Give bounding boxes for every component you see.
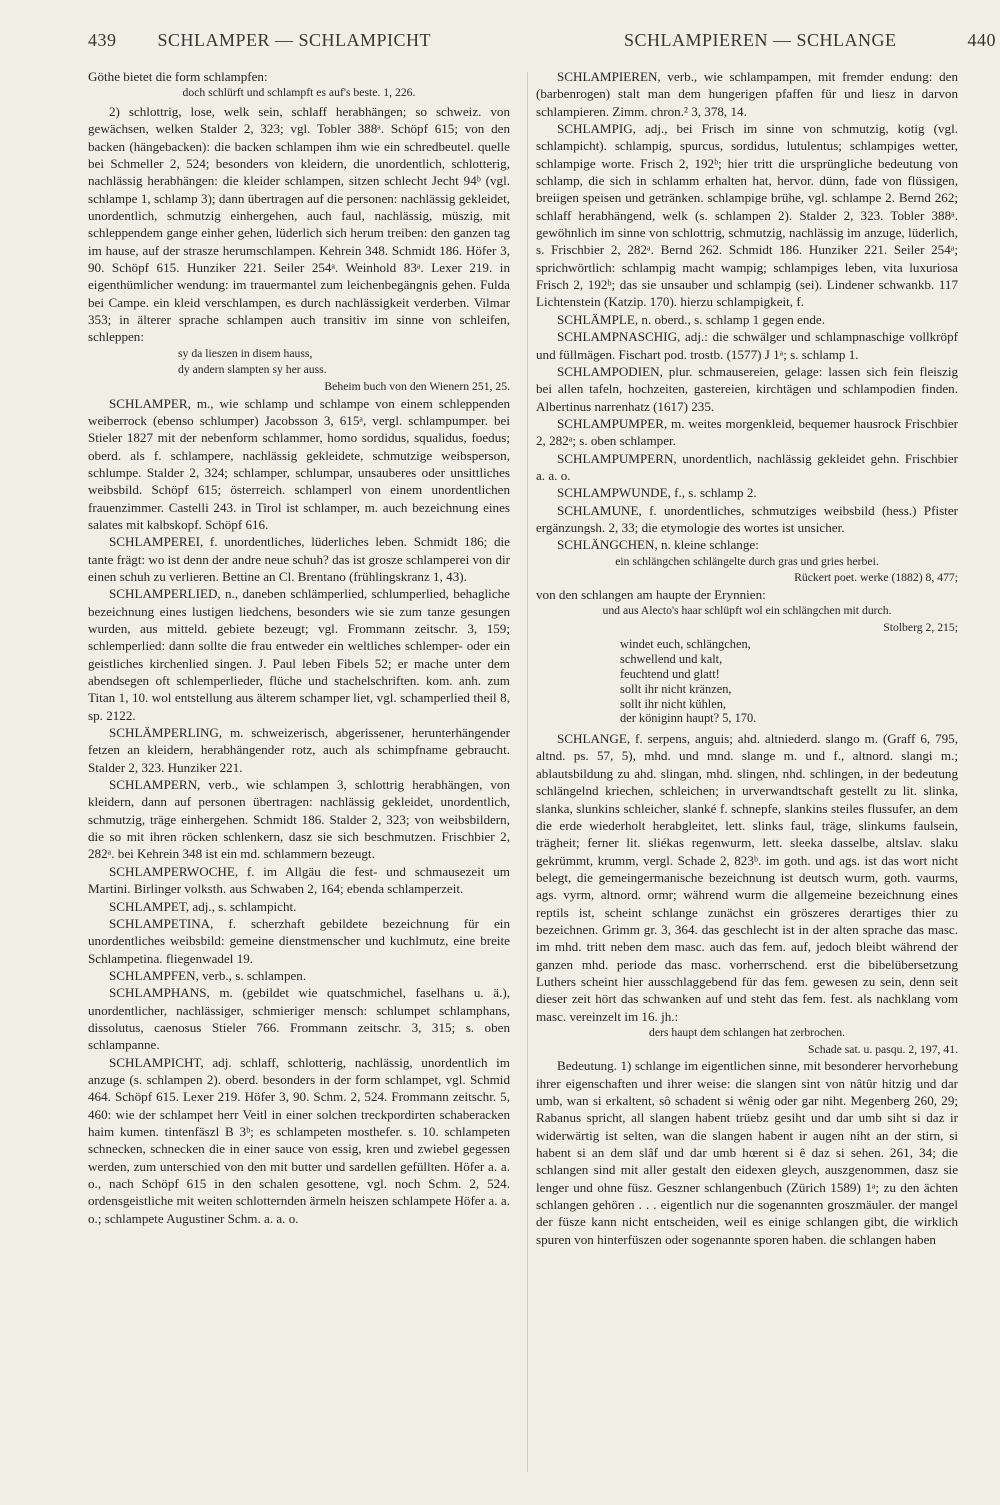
entry-schlaemple: SCHLÄMPLE, n. oberd., s. schlamp 1 gegen ende. [557, 311, 826, 327]
entry-schlampodien: SCHLAMPODIEN, plur. schmausereien, gelage: lassen sich fein fleiszig bei allen tafeln, hochzeiten, gastereien, kirchtägen und schlampodien finden. Albertinus narrenhatz (1617) 235. [536, 363, 958, 414]
entry-schlampfen: SCHLAMPFEN, verb., s. schlampen. [109, 967, 307, 983]
entry-schlampumpern: SCHLAMPUMPERN, unordentlich, nachlässig gekleidet gehn. Frischbier a. a. o. [536, 450, 958, 483]
entry-schlamperwoche: SCHLAMPERWOCHE, f. im Allgäu die fest- und schmausezeit um Martini. Birlinger volksth. aus Schwaben 2, 164; ebenda schlamperzeit. [88, 863, 510, 897]
entry-schlampig: SCHLAMPIG, adj., bei Frisch im sinne von schmutzig, kotig (vgl. schlampicht). schlampig, spurcus, sordidus, lutulentus; schlampiges wetter, schlampige worte. Frisch 2, 192ᵇ; hier tritt die ursprüngliche bedeutung von schlamp, die sich in schlamm erhalten hat, hervor. dünn, fade von flüssigen, breiigen speisen und getränken. schlampige brühe, vgl. schlampe 2. Bernd 262; schlaff herabhängend, welk (s. schlampen 2). Stalder 2, 323. Tobler 388ᵃ. gewöhnlich im sinne von schlottrig, schmutzig, nachlässig im anzuge, lüderlich, s. Frischbier 2, 282ᵃ. Bernd 262. Schmidt 186. Hunziker 221. Seiler 254ᵃ; sprichwörtlich: schlampig macht wampig; schlampiges leben, vita luxuriosa Frisch 2, 192ᵇ; das sie unsauber und schlampig (sei). Lindener schwankb. 117 Lichtenstein (Katzip. 170). hierzu schlampigkeit, f. [536, 121, 958, 310]
entry-schlampieren: SCHLAMPIEREN, verb., wie schlampampen, mit fremder endung: den (barbenrogen) stalt man dem hungerigen pfaffen für und liesz in darvon schlampieren. Zimm. chron.² 3, 378, 14. [536, 69, 958, 119]
right-header-title: SCHLAMPIEREN — SCHLANGE [624, 30, 897, 50]
citation: Beheim buch von den Wienern 251, 25. [324, 379, 510, 393]
column-divider [527, 72, 528, 1472]
entry-text: 2) schlottrig, lose, welk sein, schlaff herabhängen; so schweiz. von gewächsen, welken Stalder 2, 323; vgl. Tobler 388ᵃ. Schöpf 615; von den backen (hängebacken): die backen schlampen ihm wie ein schredbeutel. quelle bei Schmeller 2, 524; besonders von kleidern, die unordentlich, schlotterig, nachlässig herabhängen: die kleider schlampen, sitzen schlecht Jecht 94ᵇ (vgl. schlampe 1, schlamp 3); dann übertragen auf die personen: nachlässig gekleidet, unordentlich, schmutzig einhergehen, auch faul, nachlässig, müszig, mit schleppendem gange einher gehen, lüderlich sich herum treiben: den ganzen tag im hause, auf der strasze herumschlampen. Kehrein 348. Schmidt 186. Höfer 3, 90. Schöpf 615. Hunziker 221. Seiler 254ᵃ. Weinhold 83ᵃ. Lexer 219. in eigenthümlicher wendung: im trauermantel zum leichenbegängnis gehen. Fulda bei Campe. ein kleid verschlampen, es durch nachlässigkeit verderben. Vilmar 353; in älterer sprache schlampen auch transitiv im sinne von schleifen, schleppen: [88, 103, 510, 345]
entry-text: Göthe bietet die form schlampfen: [88, 69, 268, 84]
entry-schlampetina: SCHLAMPETINA, f. scherzhaft gebildete bezeichnung für ein unordentliches weibsbild: gemeine dienstmenscher und kuchlmutz, eine breite Schlampetina. fliegenwadel 19. [88, 915, 510, 966]
quotation: doch schlürft und schlampft es auf's beste. 1, 226. [182, 86, 416, 100]
quotation: sy da lieszen in disem hauss, [178, 346, 313, 360]
poem-line: feuchtend und glatt! [620, 666, 720, 681]
right-column [536, 68, 958, 1248]
entry-schlamperei: SCHLAMPEREI, f. unordentliches, lüderliches leben. Schmidt 186; die tante frägt: wo ist denn der andre neue schuh? das ist grosze schlamperei von dir einen schuh zu verlieren. Bettine an Cl. Brentano (frühlingskranz 1, 43). [88, 534, 510, 584]
poem-line: der königinn haupt? 5, 170. [620, 711, 757, 726]
entry-text: von den schlangen am haupte der Erynnien: [536, 586, 766, 602]
poem-quotation [620, 637, 958, 726]
entry-schlange: SCHLANGE, f. serpens, anguis; ahd. altniederd. slango m. (Graff 6, 795, altnd. ps. 57, 5), mhd. und mnd. slange m. und f., altnord. slangi m.; ablautsbildung zu ahd. slingan, mhd. slingen, nhd. schlingen, in der bedeutung schlängelnd kriechen, schleichen; in urverwandtschaft gestellt zu lit. slinka, slanka, slunkins schleicher, slanké f. schnepfe, slankins steiles flussufer, an dem die erde wiederholt herabgleitet, lett. slinks faul, träge, slinkums faulsein, trägheit; ferner lit. sliékas regenwurm, lett. sleeka dasselbe, altslav. slaku gekrümmt, krumm, vergl. Schade 2, 823ᵇ. im goth. und ags. ist das wort nicht belegt, die gemeingermanische bezeichnung ist deutsch wurm, goth. vaurms, ags. vyrm, altnord. ormr; während wurm die allgemeine bezeichnung eines reptils ist, scheint schlange zunächst ein gröszeres derartiges thier zu bezeichnen. Grimm gr. 3, 364. das geschlecht ist in der alten sprache das masc. im mhd. tritt neben dem masc. auch das fem. auf, jedoch bleibt während der ganzen mhd. periode das masc. vorherrschend. erst die bibelübersetzung Luthers scheint hier ausschlaggebend für das fem. gewesen zu sein, denn seit dieser zeit hört das schwanken auf und steht das fem. fest. als nachklang vom masc. vereinzelt im 16. jh.: [536, 731, 958, 1024]
entry-schlampern: SCHLAMPERN, verb., wie schlampen 3, schlottrig herabhängen, von kleidern, dann auf personen übertragen: nachlässig gekleidet, unordentlich, schmutzig, träge einhergehen. Schmidt 186. Stalder 2, 323; von weibsbildern, die so mit ihren röcken schlenkern, dasz sie sich beschmutzen. Frischbier 2, 282ᵃ. bei Kehrein 348 ist ein md. schlammern bezeugt. [88, 777, 510, 862]
entry-schlampet: SCHLAMPET, adj., s. schlampicht. [109, 898, 297, 914]
left-column [88, 68, 510, 1227]
citation: Schade sat. u. pasqu. 2, 197, 41. [808, 1042, 958, 1056]
entry-schlampnaschig: SCHLAMPNASCHIG, adj.: die schwälger und schlampnaschige vollkröpf und füllmägen. Fischart pod. trostb. (1577) J 1ᵃ; s. schlamp 1. [536, 329, 958, 362]
poem-line: schwellend und kalt, [620, 652, 723, 667]
entry-schlaemperling: SCHLÄMPERLING, m. schweizerisch, abgerissener, herunterhängender fetzen an kleidern, herabhängender rotz, auch als schimpfname gebraucht. Stalder 2, 323. Hunziker 221. [88, 725, 510, 775]
poem-line: sollt ihr nicht kühlen, [620, 696, 726, 711]
right-running-header [624, 30, 996, 56]
entry-schlamperlied: SCHLAMPERLIED, n., daneben schlämperlied, schlumperlied, behagliche bezeichnung eines lustigen liedchens, besonders wie sie zum tanze gesungen wurden, aus mitteld. gebiete bezeugt; vgl. Frommann zeitschr. 3, 159; schlemperlied: dann sollte die frau entweder ein weltliches schlemper- oder ein geistliches kirchenlied singen. J. Paul leben Fibels 52; er mache unter dem abendsegen oft schlemperlieder, flüche und stachelschriften. kom. anh. zum Titan 1, 10. wol entstellung aus älterem schamper liet, vgl. schamperlied theil 8, sp. 2122. [88, 586, 510, 723]
quotation: ein schlängchen schlängelte durch gras und gries herbei. [615, 554, 879, 568]
entry-schlamper: SCHLAMPER, m., wie schlamp und schlampe von einem schleppenden weiberrock (ebenso schlumper) Jacobsson 3, 615ᵃ, vergl. schlampumper. bei Stieler 1827 mit der nebenform schlammer, homo sordidus, squalidus, foedus; oberd. als f. schlampere, nachlässig gekleidete, schmutzige weibsperson, schlumpe. Stalder 2, 324; schlamper, schlumpar, unsauberes oder unsittliches weibsbild. Schöpf 615; österreich. schlamperl von einem unordentlichen frauenzimmer. Castelli 243. in Tirol ist schlamper, m. auch bezeichnung eines salates mit kalbskopf. Schöpf 616. [88, 395, 510, 532]
entry-schlampumper: SCHLAMPUMPER, m. weites morgenkleid, bequemer hausrock Frischbier 2, 282ᵃ; s. oben schlamper. [536, 415, 958, 449]
entry-schlamune: SCHLAMUNE, f. unordentliches, schmutziges weibsbild (hess.) Pfister ergänzungsh. 2, 33; die etymologie des wortes ist unsicher. [536, 502, 958, 535]
entry-schlampicht: SCHLAMPICHT, adj. schlaff, schlotterig, nachlässig, unordentlich im anzuge (s. schlampen 2). oberd. besonders in der form schlampet, vgl. Schmid 464. Schöpf 615. Lexer 219. Höfer 3, 90. Schm. 2, 524. Frommann zeitschr. 5, 460: wie der schlampet herr Veitl in einer solchen treckpordirten schaberacken haim kumen. tintenfäszl B 3ᵇ; es schlampeten mosthefer. s. 10. schlampeten schnecken, schnecken die in einer sauce von essig, kren und zwiebel gegessen werden, zum unterschied von den mit butter und sardellen gefüllten. Höfer a. a. o., nach Schöpf 615 in den schalen gesottene, vgl. noch Schm. 2, 524. ordensgeistliche mit weiten schlotternden ärmeln heiszen schlampete Höfer a. a. o.; schlampete Augustiner Schm. a. a. o. [88, 1054, 510, 1226]
right-page-number: 440 [967, 30, 997, 50]
citation: Stolberg 2, 215; [883, 620, 958, 634]
left-header-title: SCHLAMPER — SCHLAMPICHT [157, 30, 432, 50]
poem-line: sollt ihr nicht kränzen, [620, 681, 732, 696]
entry-schlampwunde: SCHLAMPWUNDE, f., s. schlamp 2. [557, 485, 757, 501]
entry-schlamphans: SCHLAMPHANS, m. (gebildet wie quatschmichel, faselhans u. ä.), unordentlicher, nachlässiger, schmieriger mensch: schlumpet schlamphans, dissolutus, caenosus Stieler 766. Frommann zeitschr. 3, 315; s. oben schlampanne. [88, 985, 510, 1053]
quotation: und aus Alecto's haar schlüpft wol ein schlängchen mit durch. [602, 604, 892, 618]
poem-line: windet euch, schlängchen, [620, 637, 751, 652]
entry-schlaengchen: SCHLÄNGCHEN, n. kleine schlange: [557, 537, 759, 553]
citation: Rückert poet. werke (1882) 8, 477; [794, 571, 958, 585]
left-page-number: 439 [88, 30, 117, 50]
quotation: dy andern slampten sy her auss. [178, 363, 327, 377]
left-running-header [88, 30, 431, 56]
quotation: ders haupt dem schlangen hat zerbrochen. [648, 1025, 845, 1039]
entry-text: Bedeutung. 1) schlange im eigentlichen sinne, mit besonderer hervorhebung ihrer eigenschaften und ihrer weise: die slangen sint von nâtûr hitzig und dar umb, wan si erkaltent, sô schadent si wênig oder gar niht. Megenberg 260, 29; Rabanus spricht, all slangen habent trüebz gesiht und dar umb siht si daz ir widerwärtig ist selten, wan die slangen habent ir augen niht an der stirn, si habent si an dem slâf und dar umb hœrent si ê daz si sehen. 261, 34; die schlangen sind mit aller gestalt den eidexen gleych, auszgenommen, dasz sie lenger und ohne füsz. Geszner schlangenbuch (Zürich 1589) 1ᵃ; zu den ächten schlangen gehören . . . eigentlich nur die sogenannten groszmäuler. der mangel der füsze kann nicht entscheiden, weil es einige schlangen gibt, die wirklich spuren von hinterfüszen oder sogenannte sporen haben. die schlangen haben [536, 1058, 958, 1247]
